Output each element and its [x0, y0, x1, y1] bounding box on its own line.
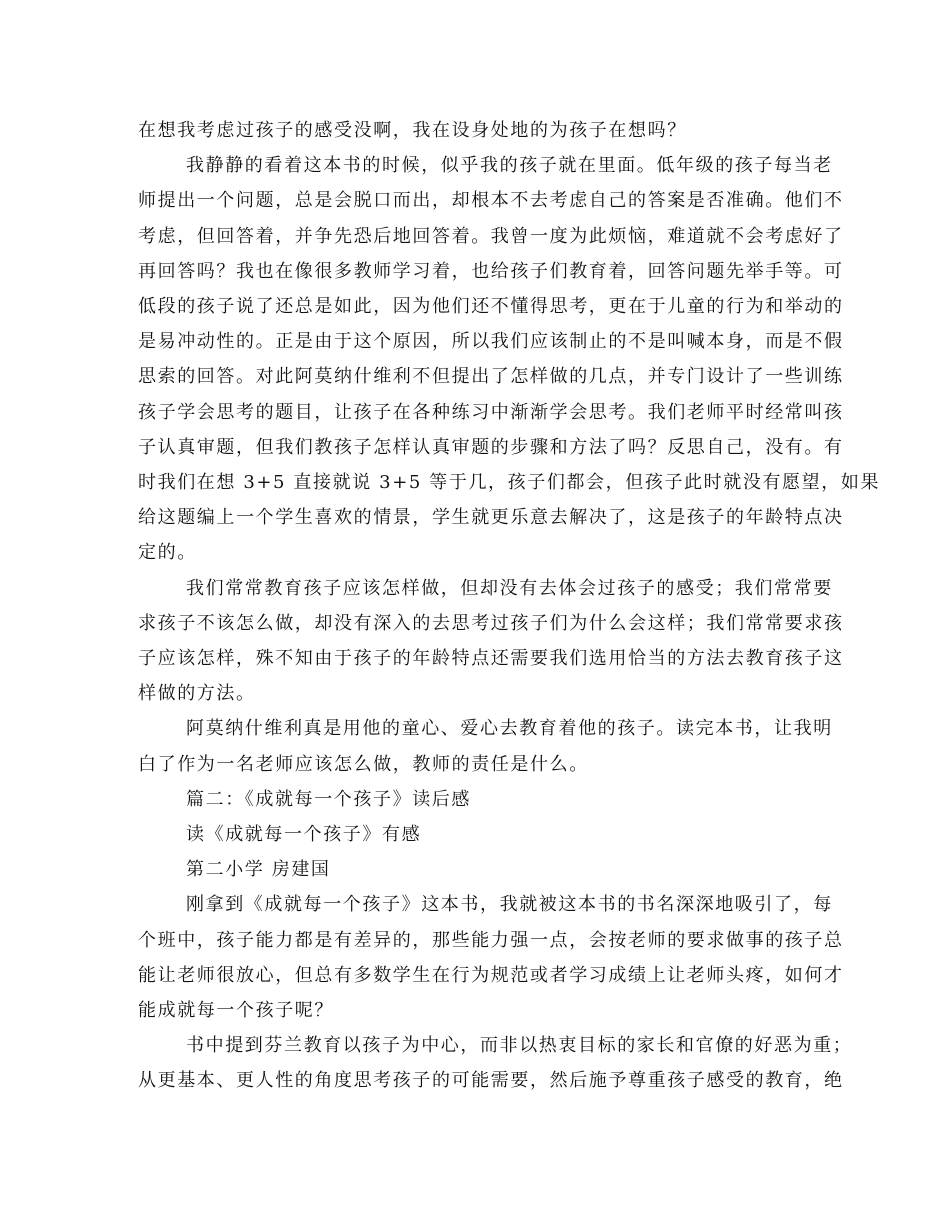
text-line: 再回答吗？我也在像很多教师学习着，也给孩子们教育着，回答问题先举手等。可: [138, 260, 844, 282]
text-line: 读《成就每一个孩子》有感: [186, 824, 422, 845]
text-line: 师提出一个问题，总是会脱口而出，却根本不去考虑自己的答案是否准确。他们不: [138, 190, 844, 212]
text-line: 白了作为一名老师应该怎么做，教师的责任是什么。: [138, 753, 589, 775]
text-line: 从更基本、更人性的角度思考孩子的可能需要，然后施予尊重孩子感受的教育，绝: [138, 1070, 844, 1092]
text-line: 刚拿到《成就每一个孩子》这本书，我就被这本书的书名深深地吸引了，每: [186, 894, 833, 916]
text-line: 求孩子不该怎么做，却没有深入的去思考过孩子们为什么会这样；我们常常要求孩: [138, 612, 844, 634]
text-line: 在想我考虑过孩子的感受没啊，我在设身处地的为孩子在想吗？: [138, 120, 687, 141]
text-line: 书中提到芬兰教育以孩子为中心，而非以热衷目标的家长和官僚的好恶为重；: [186, 1035, 853, 1057]
text-line: 第二小学 房建国: [186, 859, 331, 881]
text-line: 能成就每一个孩子呢？: [138, 1000, 334, 1021]
text-line: 我静静的看着这本书的时候，似乎我的孩子就在里面。低年级的孩子每当老: [186, 155, 833, 177]
text-line: 时我们在想 3+5 直接就说 3+5 等于几，孩子们都会，但孩子此时就没有愿望，如果: [138, 472, 881, 493]
text-line: 考虑，但回答着，并争先恐后地回答着。我曾一度为此烦恼，难道就不会考虑好了: [138, 225, 844, 247]
text-line: 孩子学会思考的题目，让孩子在各种练习中渐渐学会思考。我们老师平时经常叫孩: [138, 401, 844, 423]
text-line: 思索的回答。对此阿莫纳什维利不但提出了怎样做的几点，并专门设计了一些训练: [138, 366, 844, 388]
text-line: 是易冲动性的。正是由于这个原因，所以我们应该制止的不是叫喊本身，而是不假: [138, 331, 844, 353]
text-line: 子认真审题，但我们教孩子怎样认真审题的步骤和方法了吗？反思自己，没有。有: [138, 436, 844, 458]
text-line: 篇二：《成就每一个孩子》读后感: [186, 788, 471, 810]
text-line: 低段的孩子说了还总是如此，因为他们还不懂得思考，更在于儿童的行为和举动的: [138, 296, 844, 317]
text-line: 定的。: [138, 542, 197, 564]
text-line: 能让老师很放心，但总有多数学生在行为规范或者学习成绩上让老师头疼，如何才: [138, 964, 844, 986]
text-line: 样做的方法。: [138, 683, 256, 705]
text-line: 阿莫纳什维利真是用他的童心、爱心去教育着他的孩子。读完本书，让我明: [186, 718, 833, 740]
text-line: 给这题编上一个学生喜欢的情景，学生就更乐意去解决了，这是孩子的年龄特点决: [138, 507, 844, 529]
text-line: 子应该怎样，殊不知由于孩子的年龄特点还需要我们选用恰当的方法去教育孩子这: [138, 648, 844, 669]
text-line: 我们常常教育孩子应该怎样做，但却没有去体会过孩子的感受；我们常常要: [186, 577, 833, 599]
text-line: 个班中，孩子能力都是有差异的，那些能力强一点，会按老师的要求做事的孩子总: [138, 929, 844, 951]
